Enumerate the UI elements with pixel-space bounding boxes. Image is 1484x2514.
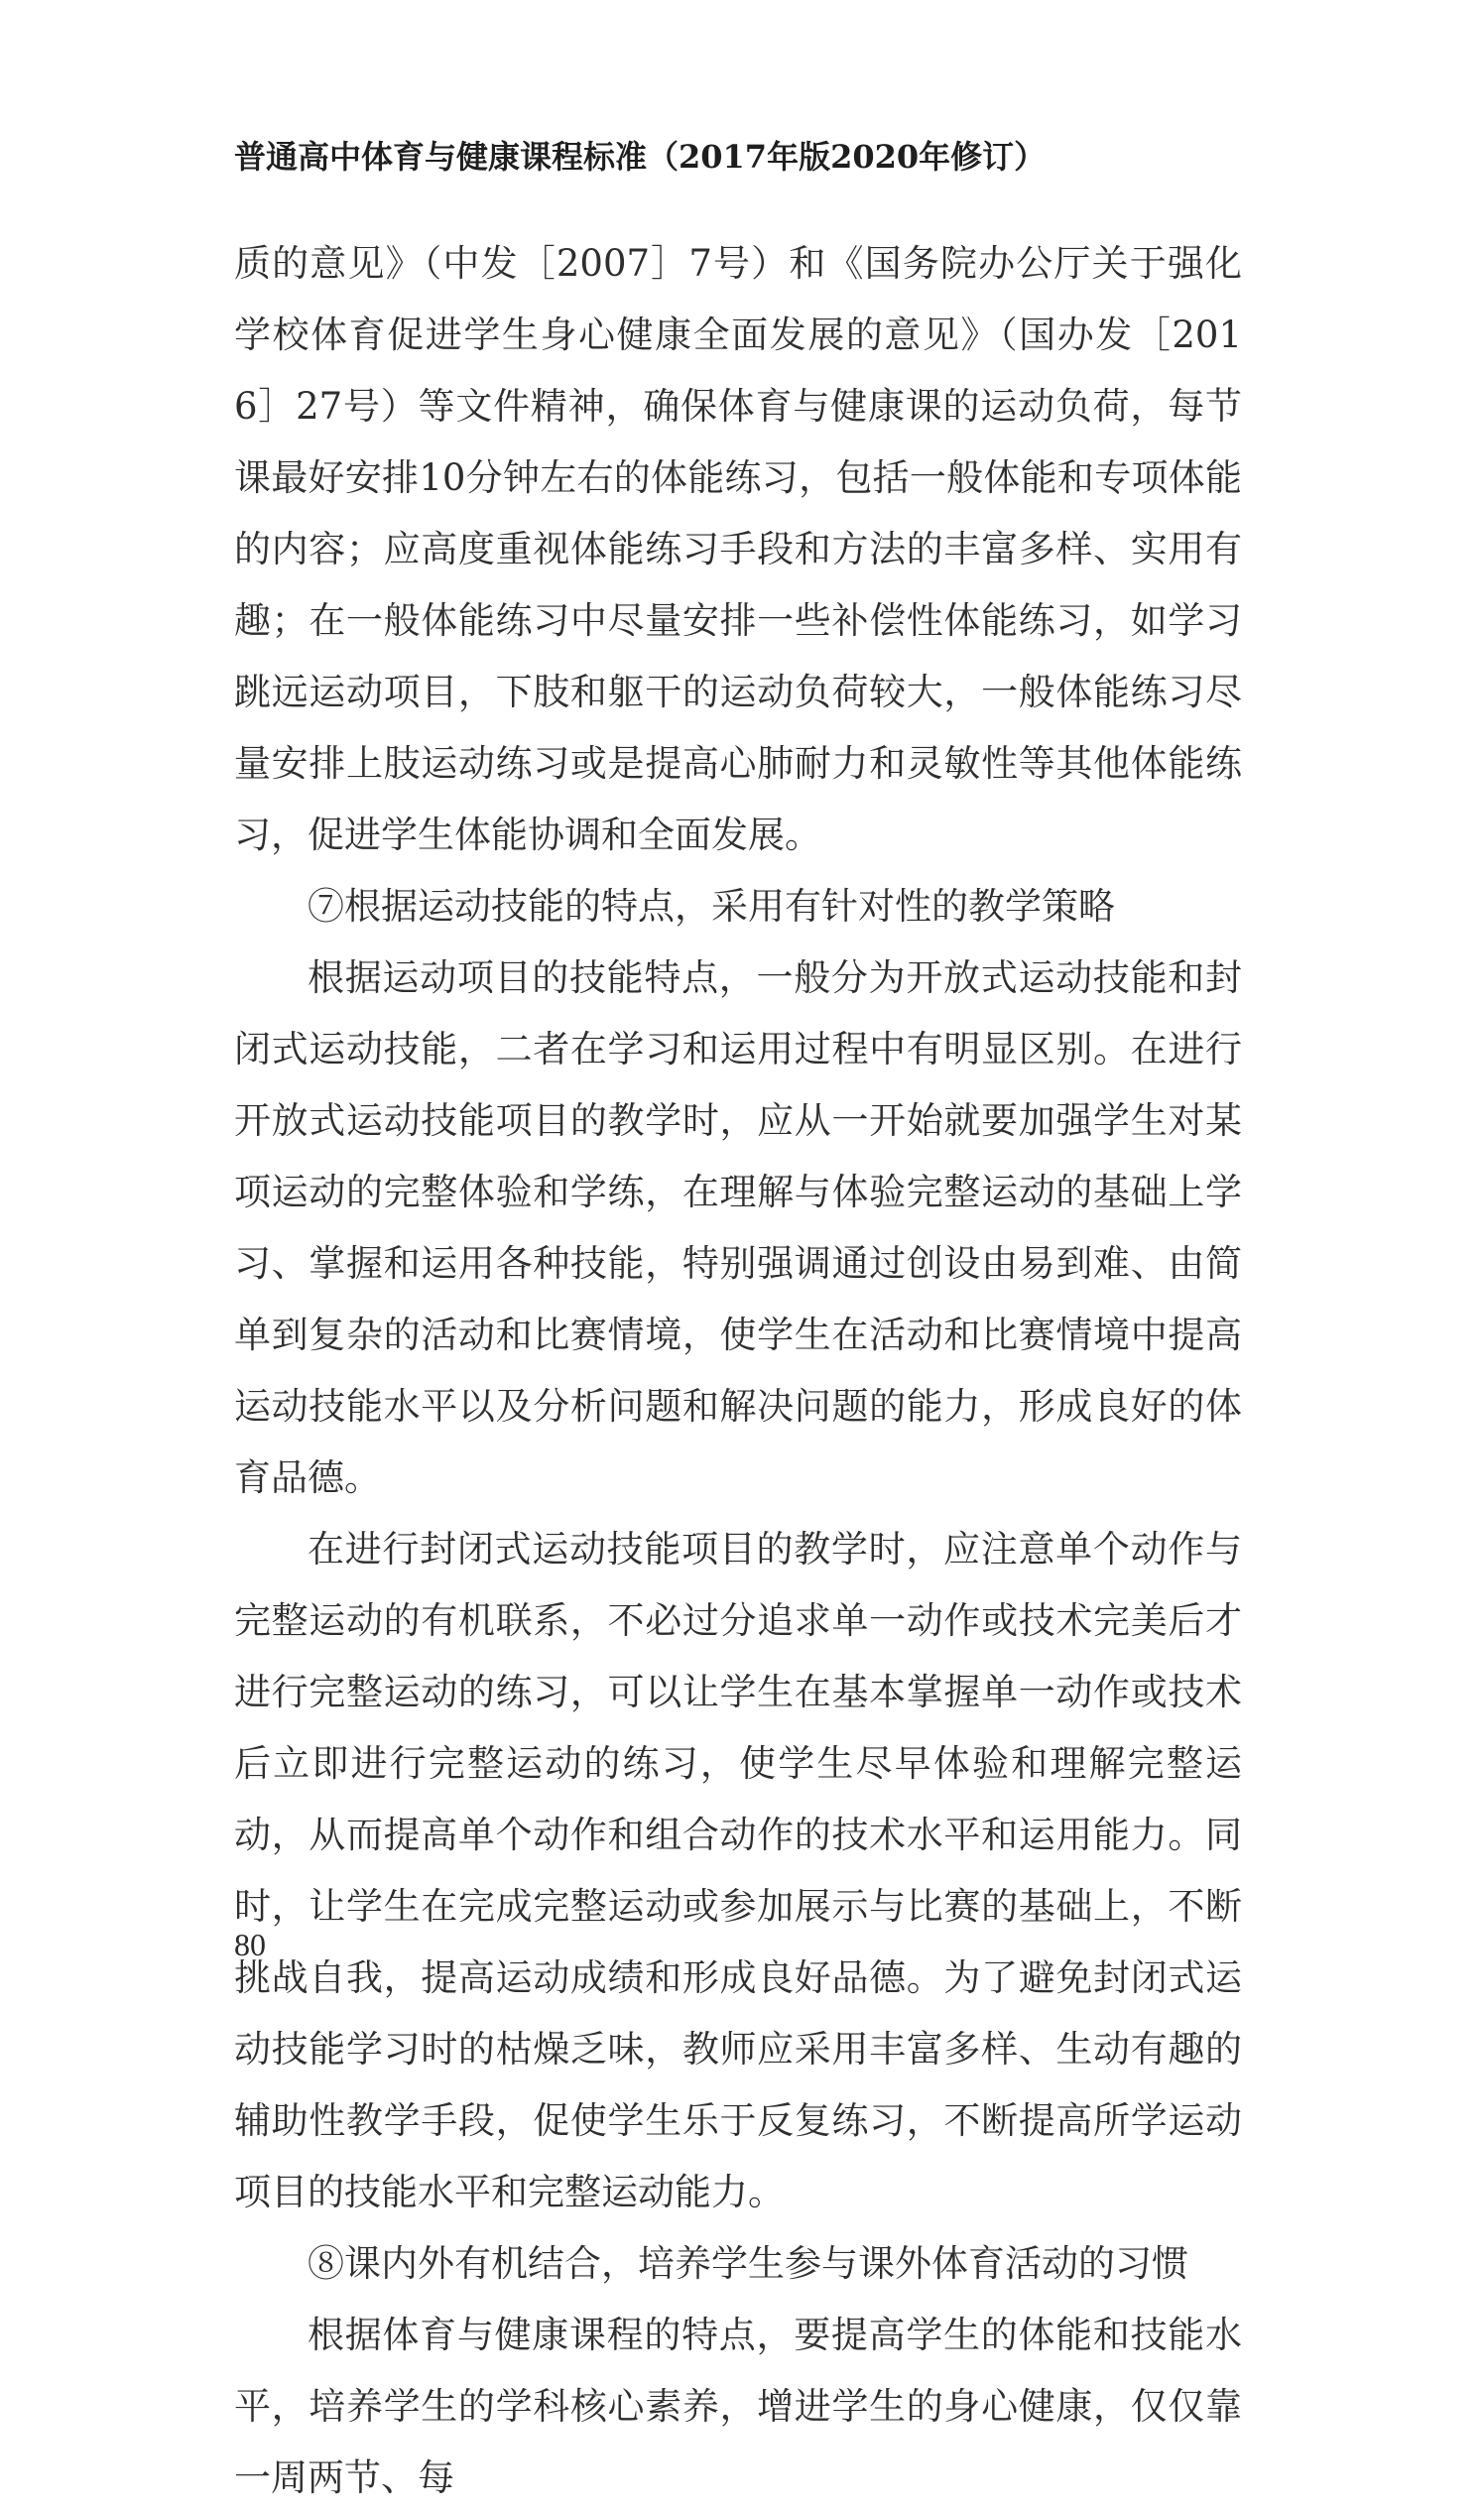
paragraph-extracurricular: 根据体育与健康课程的特点，要提高学生的体能和技能水平，培养学生的学科核心素养，增进学生的身心健康，仅仅靠一周两节、每 <box>234 2314 1242 2499</box>
paragraph-closed-skills: 在进行封闭式运动技能项目的教学时，应注意单个动作与完整运动的有机联系，不必过分追求单一动作或技术完美后才进行完整运动的练习，可以让学生在基本掌握单一动作或技术后立即进行完整运动的练习，使学生尽早体验和理解完整运动，从而提高单个动作和组合动作的技术水平和运用能力。同时，让学生在完成完整运动或参加展示与比赛的基础上，不断挑战自我，提高运动成绩和形成良好品德。为了避免封闭式运动技能学习时的枯燥乏味，教师应采用丰富多样、生动有趣的辅助性教学手段，促使学生乐于反复练习，不断提高所学运动项目的技能水平和完整运动能力。 <box>234 1528 1242 2213</box>
running-header: 普通高中体育与健康课程标准（2017年版2020年修订） <box>234 138 1047 176</box>
paragraph-open-skills: 根据运动项目的技能特点，一般分为开放式运动技能和封闭式运动技能，二者在学习和运用过程中有明显区别。在进行开放式运动技能项目的教学时，应从一开始就要加强学生对某项运动的完整体验和学练，在理解与体验完整运动的基础上学习、掌握和运用各种技能，特别强调通过创设由易到难、由简单到复杂的活动和比赛情境，使学生在活动和比赛情境中提高运动技能水平以及分析问题和解决问题的能力，形成良好的体育品德。 <box>234 956 1242 1499</box>
section-heading-8: ⑧课内外有机结合，培养学生参与课外体育活动的习惯 <box>308 2242 1188 2285</box>
paragraph-continued: 质的意见》（中发［2007］7号）和《国务院办公厅关于强化学校体育促进学生身心健康全面发展的意见》（国办发［2016］27号）等文件精神，确保体育与健康课的运动负荷，每节课最好安排10分钟左右的体能练习，包括一般体能和专项体能的内容；应高度重视体能练习手段和方法的丰富多样、实用有趣；在一般体能练习中尽量安排一些补偿性体能练习，如学习跳远运动项目，下肢和躯干的运动负荷较大，一般体能练习尽量安排上肢运动练习或是提高心肺耐力和灵敏性等其他体能练习，促进学生体能协调和全面发展。 <box>234 242 1242 856</box>
page-number: 80 <box>234 1927 266 1962</box>
section-heading-7: ⑦根据运动技能的特点，采用有针对性的教学策略 <box>308 885 1115 928</box>
body-text <box>234 228 1242 2514</box>
